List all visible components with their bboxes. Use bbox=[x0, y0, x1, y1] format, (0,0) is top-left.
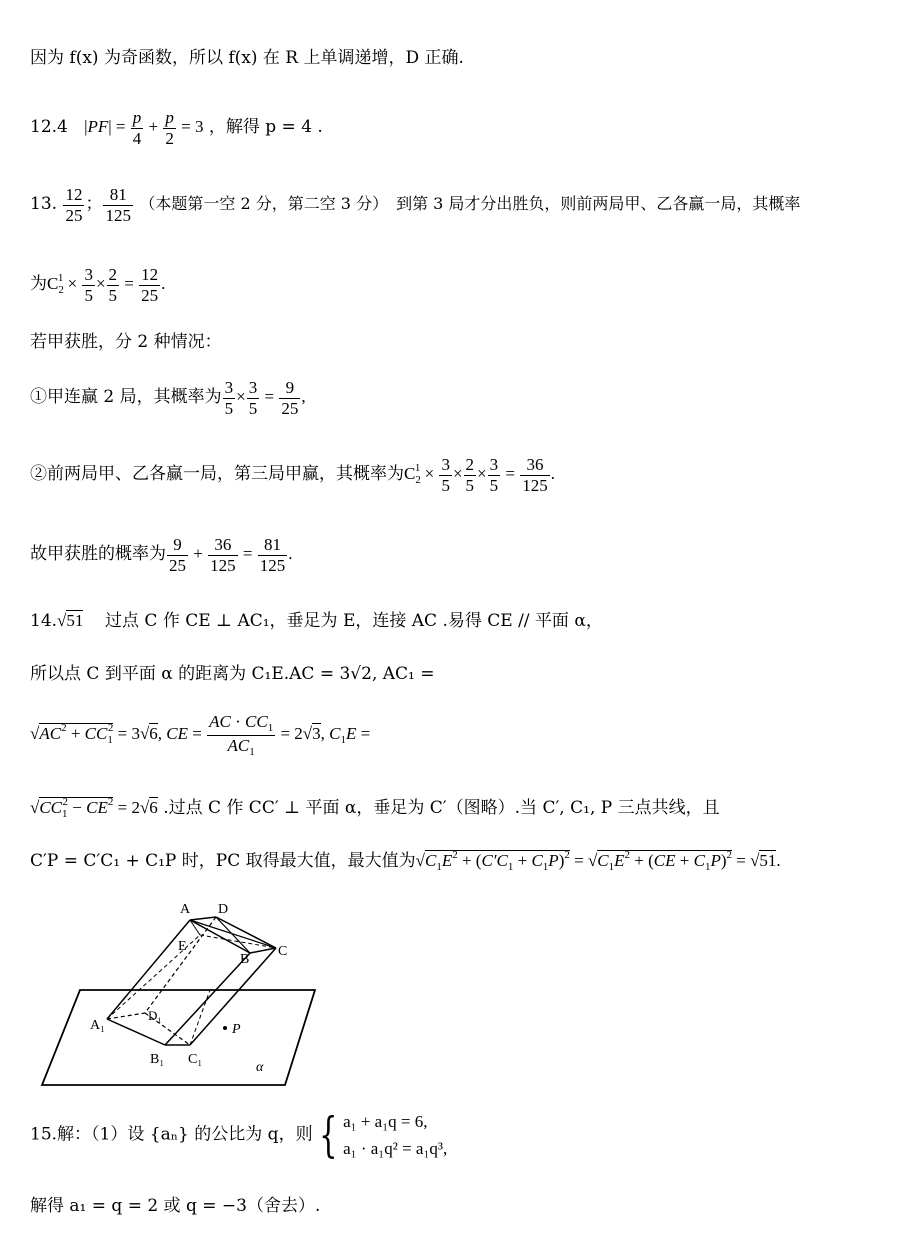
answer-14: 14.√51 过点 C 作 CE ⊥ AC₁，垂足为 E，连接 AC .易得 CE // 平面 α， bbox=[30, 611, 603, 631]
geometry-figure bbox=[20, 895, 340, 1095]
label-A1: A₁ bbox=[90, 1018, 105, 1033]
label-E: E bbox=[178, 939, 187, 954]
plane-alpha bbox=[42, 990, 315, 1085]
equation-line-11: $√AC^2 + CC_1^2 = 3√6$, CE = $\frac{AC \cdot CC_1}{AC_1}$ = 2√3, $C_1E$ = bbox=[30, 712, 371, 758]
text-line-7: ②前两局甲、乙各赢一局，第三局甲赢，其概率为$C_2^1$ × $\frac{3}{5}$ × $\frac{2}{5}$ × $\frac{3}{5}$ = $\frac{36}{125}$ . bbox=[30, 455, 555, 495]
answer-13: 13. $\frac{12}{25}$ ； $\frac{81}{125}$ （本题第一空 2 分，第二空 3 分） 到第 3 局才分出胜负，则前两局甲、乙各赢一局，其概率 bbox=[30, 185, 801, 225]
equation-pf: |PF| = $\frac{p}{4}$ + $\frac{p}{2}$ = 3 bbox=[84, 108, 204, 148]
answer-12: 12.4 |PF| = $\frac{p}{4}$ + $\frac{p}{2}$ = 3 ，解得 p = 4 . bbox=[30, 108, 323, 148]
text-line-16: 解得 a₁ = q = 2 或 q = −3（舍去）. bbox=[30, 1196, 321, 1216]
label-B: B bbox=[240, 952, 250, 967]
text-line-6: ①甲连赢 2 局，其概率为 $\frac{3}{5}$ × $\frac{3}{5}$ = $\frac{9}{25}$ , bbox=[30, 378, 306, 418]
label-C1: C₁ bbox=[188, 1052, 203, 1067]
text-line-8: 故甲获胜的概率为 $\frac{9}{25}$ + $\frac{36}{125}$ = $\frac{81}{125}$ . bbox=[30, 535, 293, 575]
text-line-13: C′P = C′C₁ + C₁P 时，PC 取得最大值，最大值为$√C_1E^2 + (C'C_1 + C_1P)^2 = √C_1E^2 + (CE + C_1P)^2 = √51$. bbox=[30, 849, 781, 873]
text-line-1: 因为 f(x) 为奇函数，所以 f(x) 在 R 上单调递增，D 正确. bbox=[30, 48, 464, 68]
text-line-4: 为$C_2^1$ × $\frac{3}{5}$ × $\frac{2}{5}$ = $\frac{12}{25}$ . bbox=[30, 265, 166, 305]
answer-15: 15.解：（1）设 {aₙ} 的公比为 q，则 { a₁ + a₁q = 6, a₁ · a₁q² = a₁q³, bbox=[30, 1107, 448, 1164]
text-line-5: 若甲获胜，分 2 种情况： bbox=[30, 332, 222, 352]
label-D1: D₁ bbox=[148, 1008, 162, 1023]
label-P: P bbox=[232, 1022, 241, 1037]
label-D: D bbox=[218, 902, 229, 917]
label-C: C bbox=[278, 944, 288, 959]
text-line-12: $√CC_1^2 - CE^2 = 2√6$ .过点 C 作 CC′ ⊥ 平面 α，垂足为 C′（图略）.当 C′, C₁, P 三点共线，且 bbox=[30, 796, 720, 820]
label-A: A bbox=[180, 902, 191, 917]
label-B1: B₁ bbox=[150, 1052, 165, 1067]
text-line-10: 所以点 C 到平面 α 的距离为 C₁E.AC = 3√2, AC₁ = bbox=[30, 664, 435, 684]
label-alpha: α bbox=[256, 1060, 264, 1075]
